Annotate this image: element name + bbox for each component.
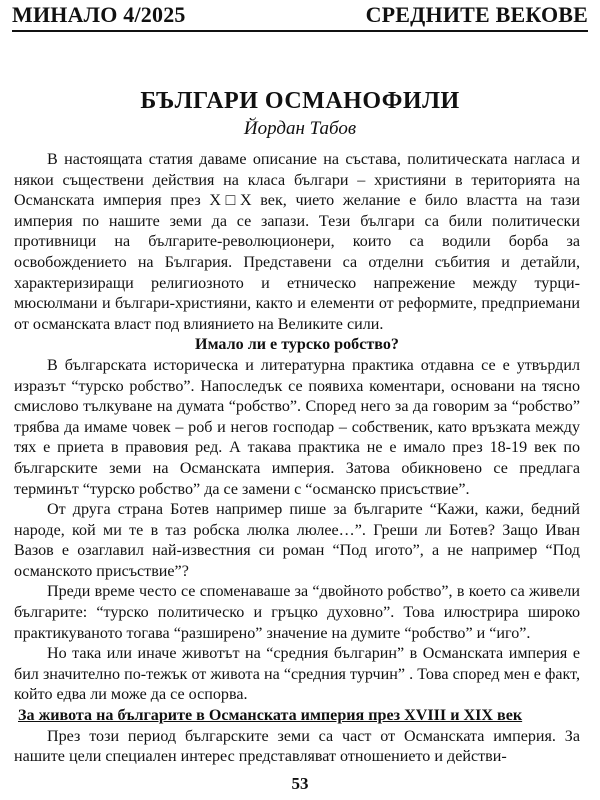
paragraph: Преди време често се споменаваше за “двойното робство”, в което са живели българите: “турско политическо и гръцко духовно”. Това илюстрира широко практикуваното тогава “разширено” значение на думите “робство” и “иго”. bbox=[14, 583, 580, 642]
paragraph: От друга страна Ботев например пише за българите “Кажи, кажи, бедний народе, кой ми те в таз робска люлка люлее…”. Греши ли Ботев? Защо Иван Вазов е озаглавил най-известния си роман “Под игото”, а не например “Под османското присъствие”? bbox=[14, 501, 580, 580]
section-heading: За живота на българите в Османската империя през XVIII и XIX век bbox=[18, 707, 523, 725]
page-number: 53 bbox=[291, 774, 309, 793]
section-heading: Имало ли е турско робство? bbox=[195, 336, 399, 354]
running-header bbox=[12, 2, 588, 28]
journal-issue: МИНАЛО 4/2025 bbox=[12, 2, 186, 27]
article-author: Йордан Табов bbox=[243, 118, 357, 139]
article-body bbox=[14, 150, 580, 768]
paragraph: В българската историческа и литературна практика отдавна се е утвърдил изразът “турско робство”. Напоследък се появиха коментари, основани на тясно смислово тълкуване на думата “робство”. Според него за да говорим за “робство” трябва да имаме човек – роб и негов господар – собственик, като връзката между тях е приета в правовия ред. А такава практика не е имало през 18-19 век по българските земи на Османската империя. Затова обикновено се предлага терминът “турско робство” да се замени с “османско присъствие”. bbox=[14, 356, 580, 498]
paragraph: През този период българските земи са част от Османската империя. За нашите цели специален интерес представляват отношението и действи- bbox=[14, 727, 580, 766]
paragraph-intro: В настоящата статия даваме описание на състава, политическата нагласа и някои съществени действия на класа българи – християни в територията на Османската империя през X□X век, чието желание е било властта на тази империя по нашите земи да се запази. Тези българи са били политически противници на българите-революционери, които са водили борба за освобождението на България. Представени са отделни събития и детайли, характеризиращи религиозното и етническо напрежение между турци-мюсюлмани и българи-християни, както и елементи от реформите, предприемани от османската власт под влиянието на Великите сили. bbox=[14, 151, 580, 333]
article-title: БЪЛГАРИ ОСМАНОФИЛИ bbox=[140, 88, 460, 114]
section-name: СРЕДНИТЕ ВЕКОВЕ bbox=[365, 2, 588, 27]
paragraph: Но така или иначе животът на “средния българин” в Османската империя е бил значително по-тежък от живота на “средния турчин” . Това според мен е факт, който едва ли може да се оспорва. bbox=[14, 645, 580, 704]
header-rule bbox=[12, 30, 588, 32]
